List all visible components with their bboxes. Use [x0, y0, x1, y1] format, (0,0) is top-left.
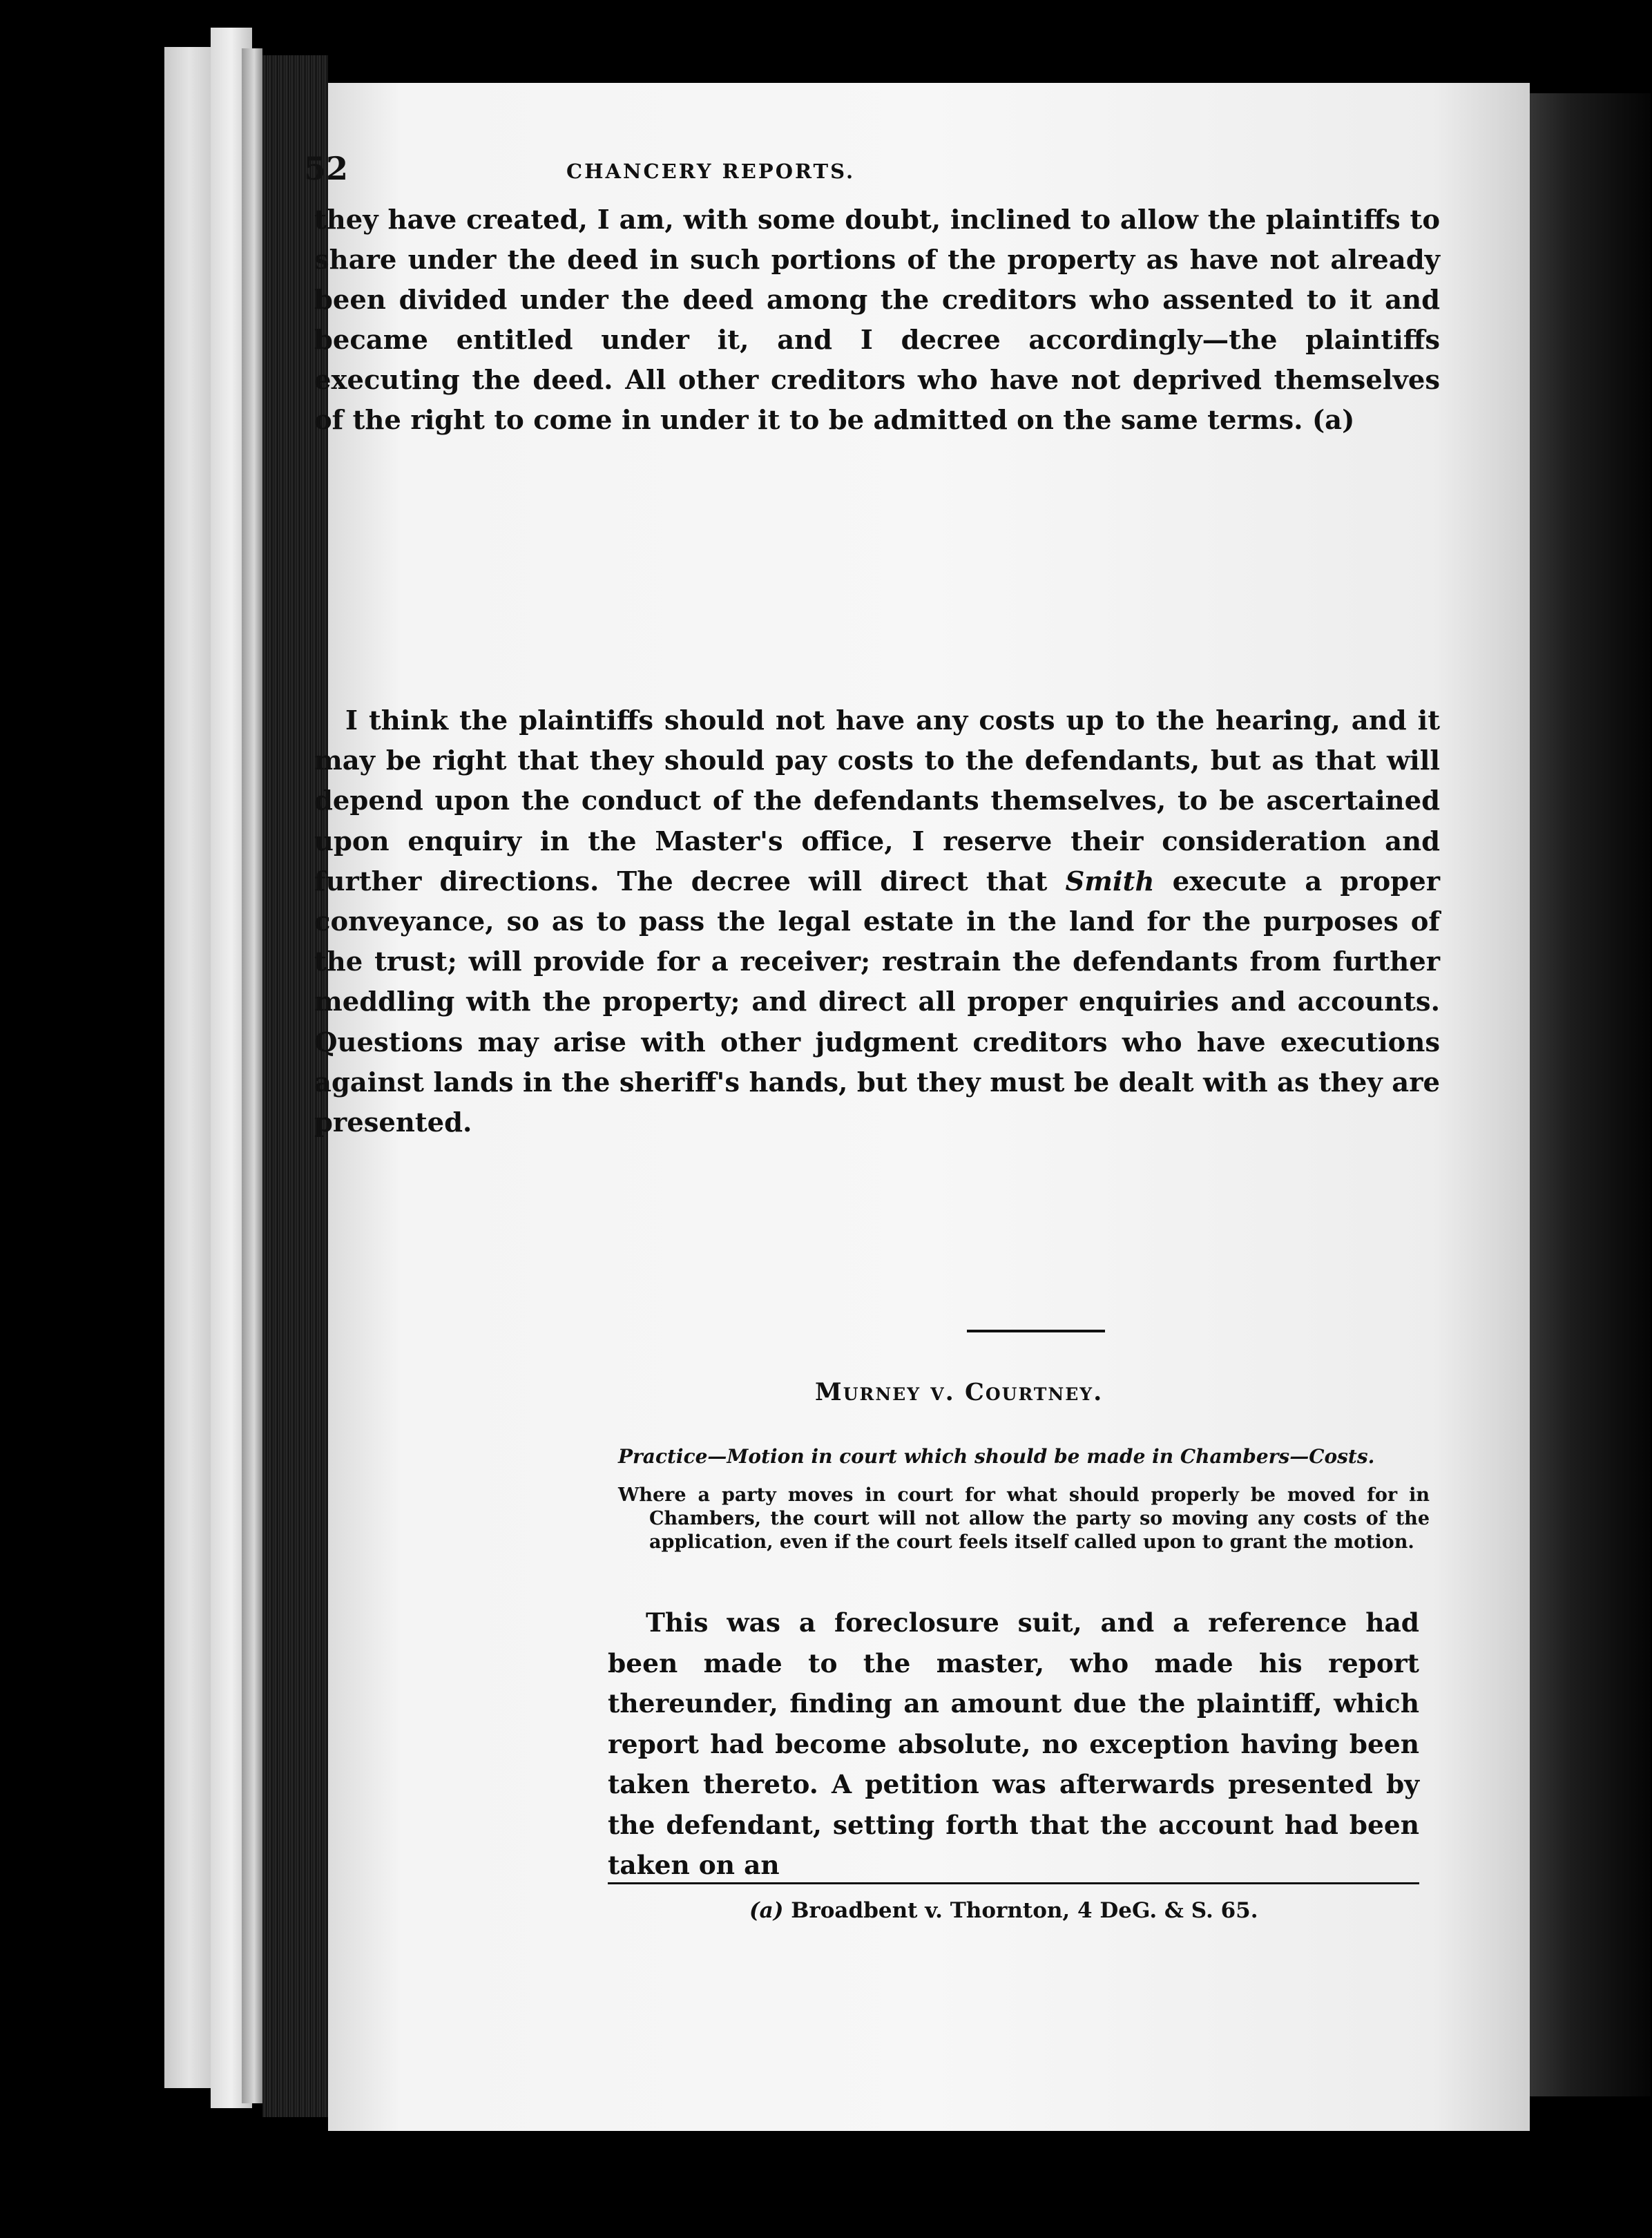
footnote-text: Broadbent v. Thornton, 4 DeG. & S. 65. — [791, 1898, 1258, 1923]
body-paragraph-3: This was a foreclosure suit, and a reference had been made to the master, who made his report thereunder, finding an amount due the plaintiff, which report had become absolute, no exception having been taken thereto. A petition was afterwards presented by the defendant, setting forth that the account had been taken on an — [608, 1607, 1419, 1880]
footnote — [749, 1898, 1371, 1923]
footnote-marker: (a) — [749, 1898, 784, 1923]
footnote-rule — [608, 1882, 1419, 1884]
running-head-title: CHANCERY REPORTS. — [566, 160, 856, 183]
party-name-smith: Smith — [1065, 865, 1155, 897]
body-paragraph-2-part-b: execute a proper conveyance, so as to pass the legal estate in the land for the purposes of the trust; will provide for a receiver; restrain the defendants from further meddling with the property; and direct all proper enquiries and accounts. Questions may arise with other judgment creditors who have executions against lands in the sheriff's hands, but they must be dealt with as they are presented. — [314, 865, 1440, 1139]
page-number: 52 — [304, 150, 349, 187]
headnote-subject: Practice—Motion in court which should be made in Chambers—Costs. — [618, 1445, 1375, 1468]
section-divider — [967, 1330, 1105, 1332]
running-head — [304, 150, 1430, 191]
page-edges-inner — [242, 48, 262, 2103]
body-paragraph-1: they have created, I am, with some doubt, inclined to allow the plaintiffs to share under the deed in such portions of the property as have not already been divided under the deed among the creditors who assented to it and became entitled under it, and I decree accordingly—the plaintiffs executing the deed. All other creditors who have not deprived themselves of the right to come in under it to be admitted on the same terms. (a) — [314, 204, 1440, 436]
case-title: Murney v. Courtney. — [815, 1378, 1104, 1406]
body-paragraph-2-part-a: I think the plaintiffs should not have any costs up to the hearing, and it may be right that they should pay costs to the defendants, but as that will depend upon the conduct of the defendants themselves, to be ascertained upon enquiry in the Master's office, I reserve their consideration and further directions. The decree will direct that — [314, 705, 1440, 897]
headnote-text — [618, 1484, 1430, 1554]
headnote-body: Where a party moves in court for what should properly be moved for in Chambers, the court will not allow the party so moving any costs of the application, even if the court feels itself called upon to grant the motion. — [618, 1484, 1430, 1553]
right-page-shadow — [1519, 93, 1651, 2096]
body-paragraph-2 — [314, 701, 1440, 1143]
